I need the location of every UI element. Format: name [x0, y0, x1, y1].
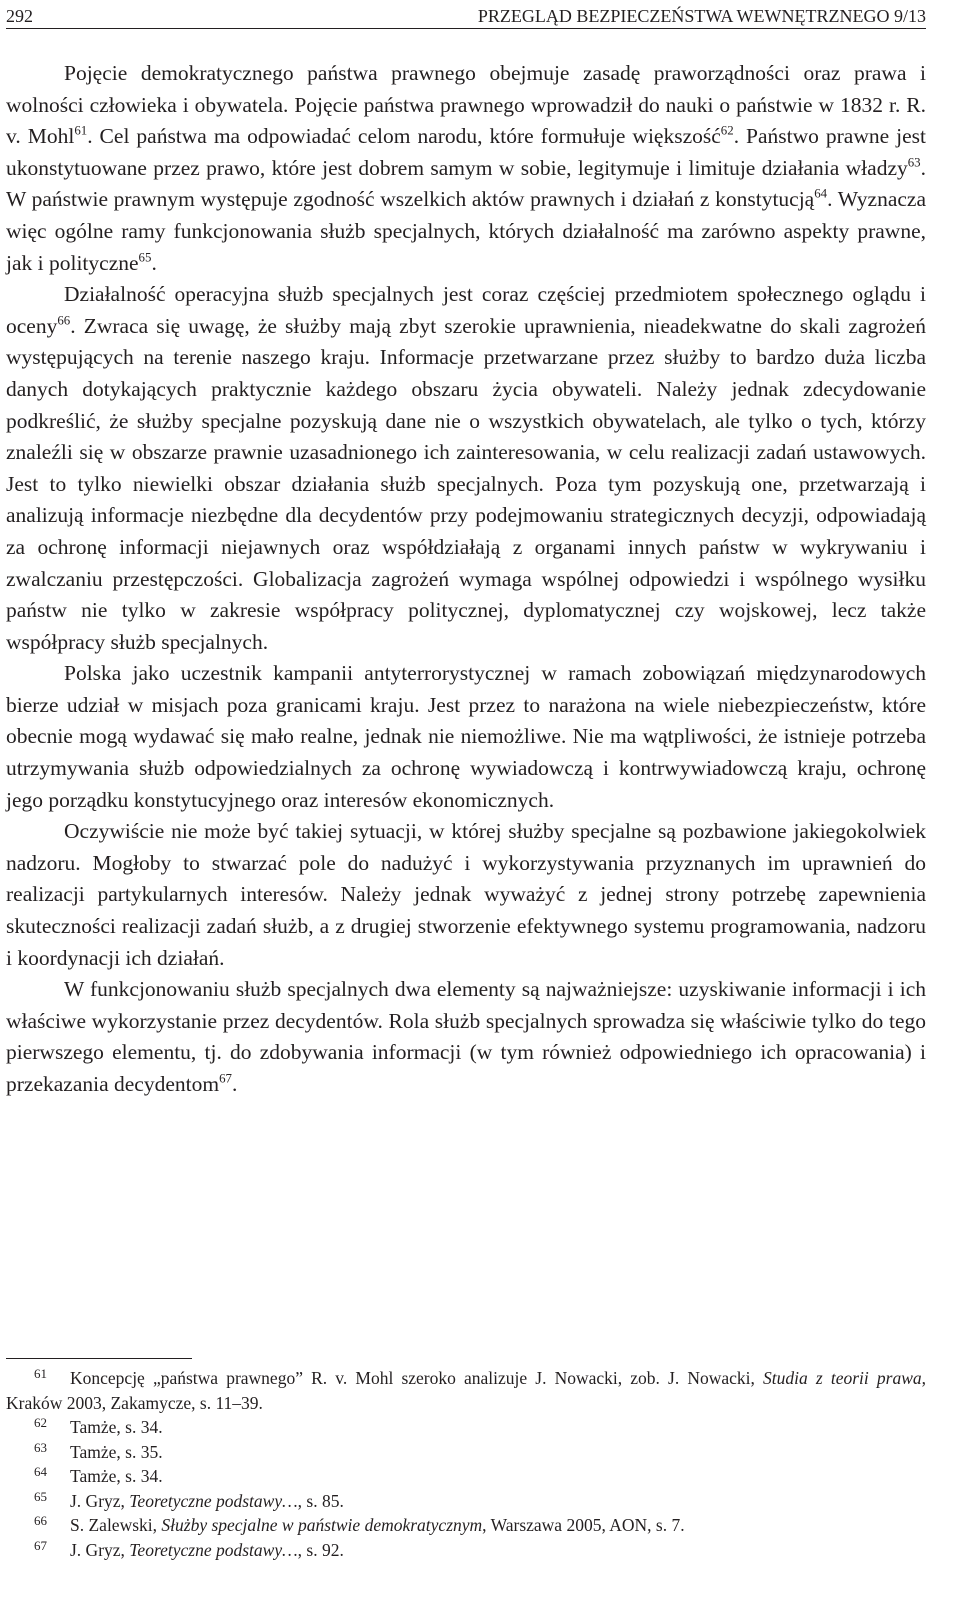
- footnote-66: 66 S. Zalewski, Służby specjalne w państwie demokratycznym, Warszawa 2005, AON, s. 7.: [34, 1513, 685, 1535]
- footnote-ref-62[interactable]: 62: [720, 123, 734, 138]
- footnote-65: 65 J. Gryz, Teoretyczne podstawy…, s. 85.: [34, 1488, 344, 1511]
- page-number: 292: [6, 6, 33, 26]
- footnote-67: 67 J. Gryz, Teoretyczne podstawy…, s. 92.: [34, 1537, 344, 1560]
- footnote-ref-61[interactable]: 61: [74, 123, 88, 138]
- journal-title: PRZEGLĄD BEZPIECZEŃSTWA WEWNĘTRZNEGO 9/13: [477, 6, 926, 26]
- paragraph-3: Polska jako uczestnik kampanii antyterrorystycznej w ramach zobowiązań międzynarodowych bierze udział w misjach poza granicami kraju. Jest przez to narażona na wiele niebezpieczeństw, które obecnie mogą wydawać się mało realne, jednak nie niemożliwe. Nie ma wątpliwości, że istnieje potrzeba utrzymywania służb odpowiedzialnych za ochronę wywiadowczą i kontrwywiadowczą kraju, ochronę jego porządku konstytucyjnego oraz interesów ekonomicznych.: [6, 661, 926, 812]
- footnote-64: 64 Tamże, s. 34.: [34, 1464, 163, 1486]
- footnote-61: 61 Koncepcję „państwa prawnego” R. v. Mohl szeroko analizuje J. Nowacki, zob. J. Nowacki, Studia z teorii prawa, Kraków 2003, Zakamycze, s. 11–39.: [6, 1366, 926, 1413]
- footnotes: [6, 1366, 926, 1562]
- footnote-63: 63 Tamże, s. 35.: [34, 1439, 163, 1462]
- footnote-ref-64[interactable]: 64: [814, 187, 828, 201]
- running-header: [6, 2, 926, 29]
- footnote-ref-65[interactable]: 65: [138, 250, 152, 265]
- paragraph-5: W funkcjonowaniu służb specjalnych dwa elementy są najważniejsze: uzyskiwanie informacji i ich właściwe wykorzystanie przez decydentów. Rola służb specjalnych sprowadza się właściwie tylko do tego pierwszego elementu, tj. do zdobywania informacji (w tym również odpowiedniego ich opracowania) i przekazania decydentom$^{67}$.: [6, 977, 926, 1096]
- footnote-separator: [6, 1358, 192, 1359]
- footnote-ref-63[interactable]: 63: [907, 155, 921, 170]
- body-text: [6, 58, 926, 1101]
- paragraph-1: Pojęcie demokratycznego państwa prawnego obejmuje zasadę praworządności oraz prawa i wolności człowieka i obywatela. Pojęcie państwa prawnego wprowadził do nauki o państwie w 1832 r. R. v. Mohl$^{61}$. Cel państwa ma odpowiadać celom narodu, które formułuje większość$^{62}$. Państwo prawne jest ukonstytuowane przez prawo, które jest dobrem samym w sobie, legitymuje i limituje działania władzy$^{63}$. W państwie prawnym występuje zgodność wszelkich aktów prawnych i działań z konstytucją$^{64}$. Wyznacza więc ogólne ramy funkcjonowania służb specjalnych, których działalność ma zarówno aspekty prawne, jak i polityczne$^{65}$.: [6, 61, 927, 275]
- footnote-62: 62 Tamże, s. 34.: [34, 1415, 163, 1437]
- footnote-ref-66[interactable]: 66: [57, 313, 71, 328]
- paragraph-4: Oczywiście nie może być takiej sytuacji, w której służby specjalne są pozbawione jakiegokolwiek nadzoru. Mogłoby to stwarzać pole do nadużyć i wykorzystywania przyznanych im uprawnień do realizacji partykularnych interesów. Należy jednak wyważyć z jednej strony potrzebę zapewnienia skuteczności realizacji zadań służb, a z drugiej stworzenie efektywnego systemu programowania, nadzoru i koordynacji ich działań.: [6, 819, 926, 970]
- footnote-ref-67[interactable]: 67: [219, 1071, 232, 1086]
- paragraph-2: Działalność operacyjna służb specjalnych jest coraz częściej przedmiotem społecznego oglądu i oceny$^{66}$. Zwraca się uwagę, że służby mają zbyt szerokie uprawnienia, nieadekwatne do skali zagrożeń występujących na terenie naszego kraju. Informacje przetwarzane przez służby to bardzo duża liczba danych dotykających praktycznie każdego obszaru życia obywateli. Należy jednak zdecydowanie podkreślić, że służby specjalne pozyskują dane nie o wszystkich obywatelach, ale tylko o tych, którzy znaleźli się w obszarze prawnie uzasadnionego ich zainteresowania, w celu realizacji zadań ustawowych. Jest to tylko niewielki obszar działania służb specjalnych. Poza tym pozyskują one, przetwarzają i analizują informacje niezbędne dla decydentów przy podejmowaniu strategicznych decyzji, odpowiadają za ochronę informacji niejawnych oraz współdziałają z organami innych państw w wykrywaniu i zwalczaniu przestępczości. Globalizacja zagrożeń wymaga wspólnej odpowiedzi i wspólnego wysiłku państw nie tylko w zakresie współpracy politycznej, dyplomatycznej czy wojskowej, lecz także współpracy służb specjalnych.: [6, 282, 926, 654]
